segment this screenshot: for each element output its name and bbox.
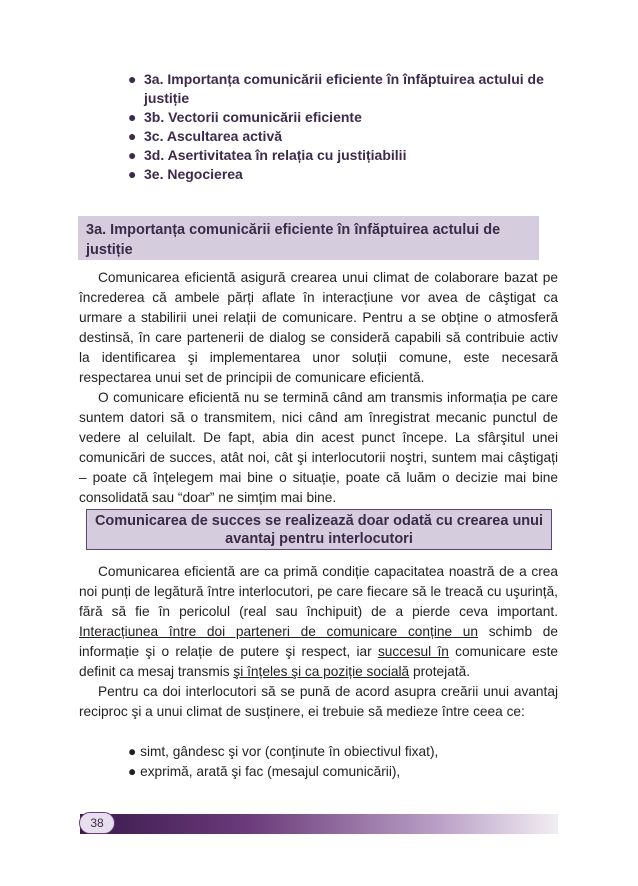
bullet-icon: ● bbox=[128, 764, 137, 779]
bullet-icon: ● bbox=[128, 147, 137, 163]
contents-item: ● 3d. Asertivitatea în relația cu justițiabilii bbox=[128, 147, 407, 163]
contents-item: ● 3e. Negocierea bbox=[128, 166, 243, 182]
bullet-icon: ● bbox=[128, 128, 137, 144]
paragraph: Comunicarea eficientă are ca primă condiție capacitatea noastră de a crea noi punți de legătură între interlocutori, pe care fiecare să le treacă cu uşurință, fără să fie în pericolul (real sau închipuit) de a pierde ceva important. Interacțiunea între doi parteneri de comunicare conține un schimb de informație şi o relație de putere şi respect, iar succesul în comunicare este definit ca mesaj transmis şi înțeles şi ca poziție socială protejată. bbox=[79, 564, 558, 679]
page-number: 38 bbox=[79, 812, 115, 834]
paragraph: Comunicarea eficientă asigură crearea unui climat de colaborare bazat pe încrederea că ambele părți aflate în interacțiune vor avea de câştigat ca urmare a stabilirii unei relații de comunicare. Pentru a se obține o atmosferă destinsă, în care partenerii de dialog se consideră capabili să contribuie activ la identificarea şi implementarea unor soluții comune, este necesară respectarea unui set de principii de comunicare eficientă. bbox=[79, 270, 558, 385]
bullet-icon: ● bbox=[128, 166, 137, 182]
section-heading: 3a. Importanța comunicării eficiente în înfăptuirea actului de justiție bbox=[78, 216, 539, 260]
contents-item: ● 3c. Ascultarea activă bbox=[128, 128, 283, 144]
callout-box: Comunicarea de succes se realizează doar odată cu crearea unui avantaj pentru interlocutori bbox=[86, 509, 552, 550]
paragraph: Pentru ca doi interlocutori să se pună de acord asupra creării unui avantaj reciproc şi a unui climat de susținere, ei trebuie să medieze între ceea ce: bbox=[79, 684, 558, 719]
bullet-icon: ● bbox=[128, 71, 137, 87]
footer-bar bbox=[80, 814, 558, 834]
contents-item: ● 3a. Importanța comunicării eficiente în înfăptuirea actului de justiție bbox=[128, 71, 544, 106]
section-contents-list bbox=[128, 70, 558, 184]
bullet-icon: ● bbox=[128, 109, 137, 125]
list-item: ● exprimă, arată şi fac (mesajul comunicării), bbox=[128, 764, 401, 779]
paragraph: O comunicare eficientă nu se termină când am transmis informația pe care suntem datori să o transmitem, nici când am înregistrat mecanic punctul de vedere al celuilalt. De fapt, abia din acest punct începe. La sfârşitul unei comunicări de succes, atât noi, cât şi interlocutorii noştri, suntem mai câştigați – poate că înțelegem mai bine o situație, poate că luăm o decizie mai bine consolidată sau “doar” ne simțim mai bine. bbox=[79, 390, 558, 505]
list-item: ● simt, gândesc şi vor (conținute în obiectivul fixat), bbox=[128, 744, 439, 759]
contents-item: ● 3b. Vectorii comunicării eficiente bbox=[128, 109, 362, 125]
bullet-icon: ● bbox=[128, 744, 137, 759]
